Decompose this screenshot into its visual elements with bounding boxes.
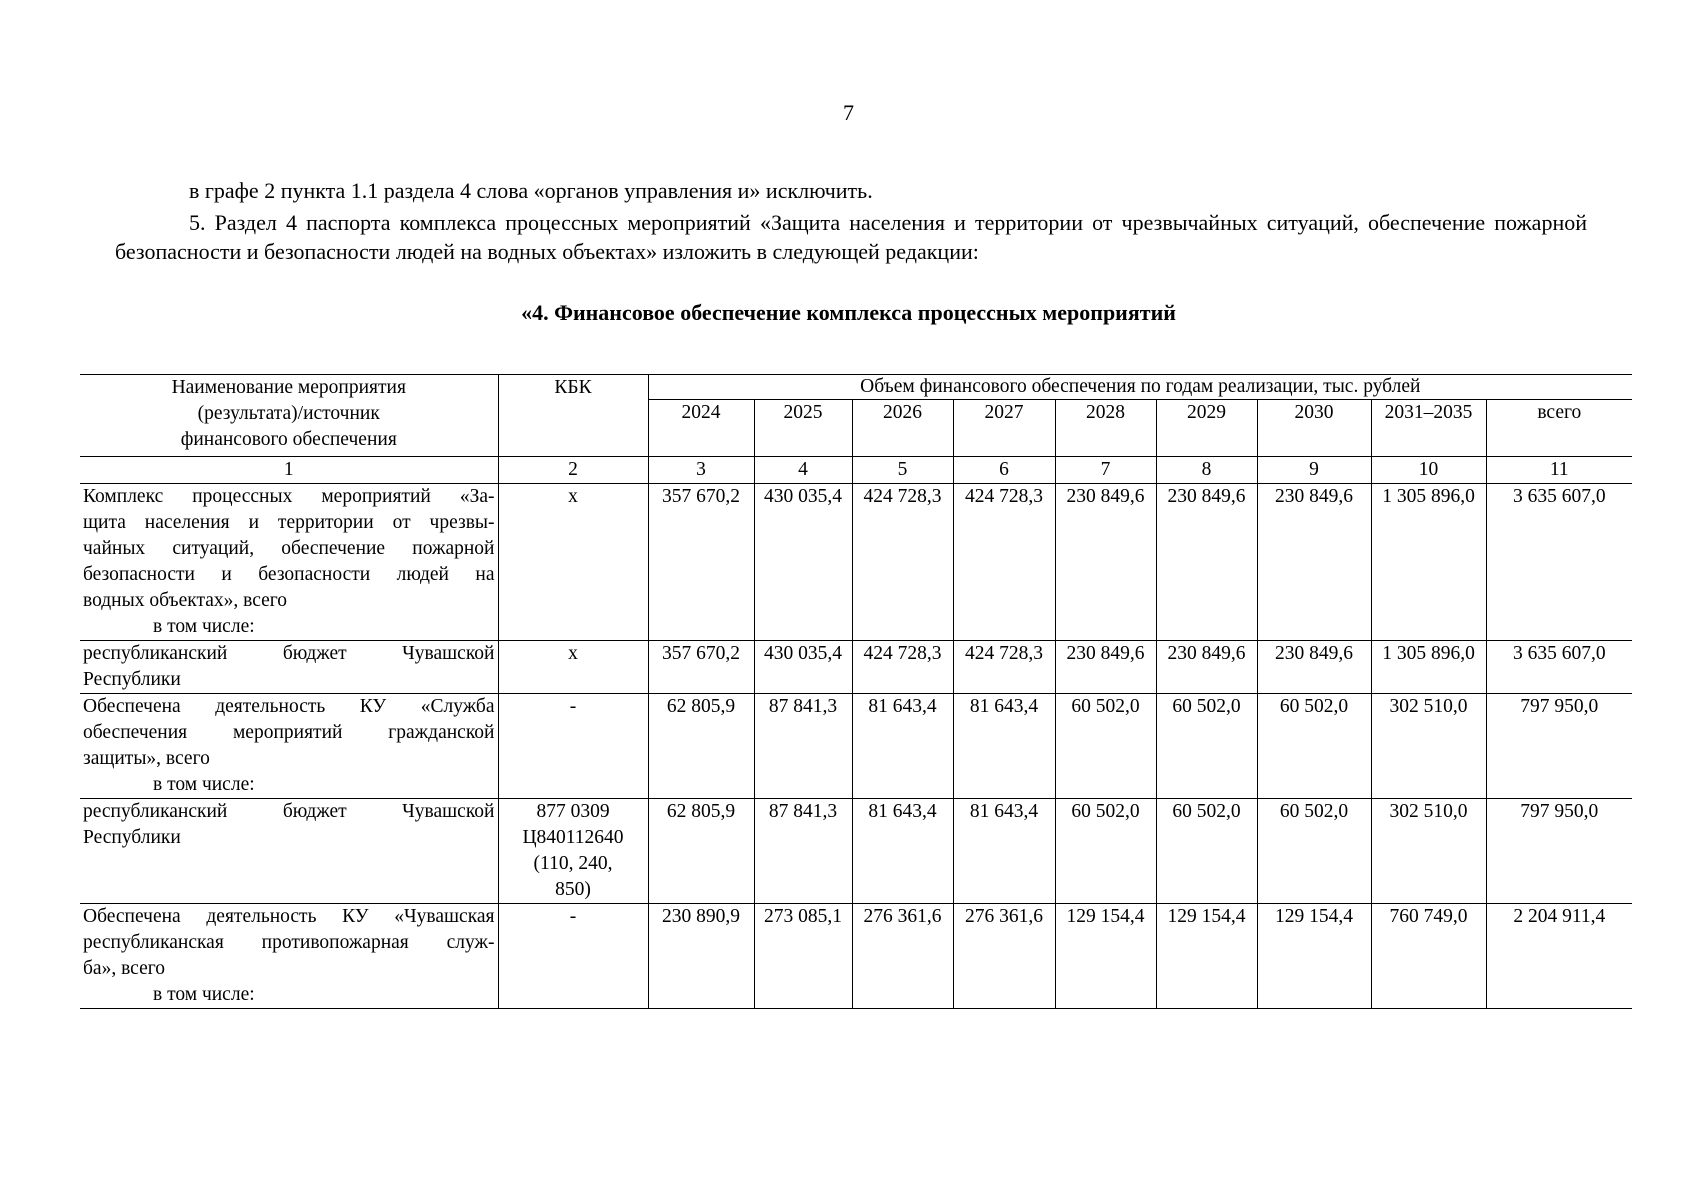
column-number: 11 — [1486, 457, 1632, 484]
row-value-cell: 357 670,2 — [648, 641, 754, 694]
row-value-cell: 60 502,0 — [1055, 694, 1156, 799]
column-number: 2 — [498, 457, 648, 484]
row-kbk-line: 850) — [555, 879, 591, 900]
table-row — [80, 694, 1632, 799]
column-number: 8 — [1156, 457, 1257, 484]
row-value-cell: 357 670,2 — [648, 484, 754, 641]
row-name-line: безопасности и безопасности людей на — [83, 564, 495, 585]
row-value-cell: 230 849,6 — [1257, 641, 1371, 694]
row-name-cell — [80, 484, 498, 641]
row-kbk-cell — [498, 484, 648, 641]
column-number: 10 — [1371, 457, 1486, 484]
table-column-numbers-row — [80, 457, 1632, 484]
row-name-line: Обеспечена деятельность КУ «Служба — [83, 696, 495, 717]
row-value-cell: 302 510,0 — [1371, 694, 1486, 799]
row-value-cell: 3 635 607,0 — [1486, 484, 1632, 641]
row-value-cell: 230 849,6 — [1257, 484, 1371, 641]
header-year-2030: 2030 — [1257, 400, 1371, 457]
row-kbk-line: - — [569, 696, 577, 717]
header-name-col: Наименование мероприятия (результата)/источник финансового обеспечения — [80, 375, 498, 457]
row-value-cell: 424 728,3 — [953, 641, 1055, 694]
column-number: 6 — [953, 457, 1055, 484]
row-value-cell: 230 849,6 — [1156, 484, 1257, 641]
row-value-cell: 1 305 896,0 — [1371, 641, 1486, 694]
financing-table — [80, 374, 1632, 1009]
row-value-cell: 424 728,3 — [852, 484, 953, 641]
row-name-line: чайных ситуаций, обеспечение пожарной — [83, 538, 495, 559]
header-year-2028: 2028 — [1055, 400, 1156, 457]
row-kbk-cell — [498, 694, 648, 799]
row-kbk-line: - — [569, 906, 577, 927]
row-value-cell: 424 728,3 — [852, 641, 953, 694]
row-value-cell: 276 361,6 — [953, 904, 1055, 1009]
row-kbk-line: х — [568, 486, 578, 507]
row-name-subtitle: в том числе: — [153, 984, 255, 1005]
row-value-cell: 129 154,4 — [1156, 904, 1257, 1009]
row-kbk-cell — [498, 904, 648, 1009]
section-title: «4. Финансовое обеспечение комплекса процессных мероприятий — [521, 300, 1176, 325]
row-value-cell: 430 035,4 — [754, 641, 852, 694]
row-value-cell: 3 635 607,0 — [1486, 641, 1632, 694]
row-value-cell: 60 502,0 — [1156, 799, 1257, 904]
column-number: 4 — [754, 457, 852, 484]
row-name-line: обеспечения мероприятий гражданской — [83, 722, 495, 743]
row-value-cell: 62 805,9 — [648, 694, 754, 799]
row-value-cell: 424 728,3 — [953, 484, 1055, 641]
row-value-cell: 81 643,4 — [852, 694, 953, 799]
header-year-2025: 2025 — [754, 400, 852, 457]
row-name-line: Республики — [83, 669, 181, 690]
row-value-cell: 797 950,0 — [1486, 799, 1632, 904]
row-name-cell — [80, 694, 498, 799]
row-name-line: водных объектах», всего — [83, 590, 288, 611]
paragraph-amendment-1: в графе 2 пункта 1.1 раздела 4 слова «органов управления и» исключить. — [189, 178, 873, 203]
row-value-cell: 87 841,3 — [754, 799, 852, 904]
row-name-line: щита населения и территории от чрезвы- — [83, 512, 495, 533]
header-total: всего — [1486, 400, 1632, 457]
row-name-cell — [80, 904, 498, 1009]
header-year-2026: 2026 — [852, 400, 953, 457]
row-value-cell: 129 154,4 — [1257, 904, 1371, 1009]
column-number: 1 — [80, 457, 498, 484]
row-value-cell: 797 950,0 — [1486, 694, 1632, 799]
paragraph-amendment-2: 5. Раздел 4 паспорта комплекса процессных мероприятий «Защита населения и территории от чрезвычайных ситуаций, обеспечение пожарной безопасности и безопасности людей на водных объектах» изложить в следующей редакции: — [115, 210, 1587, 264]
row-name-line: республиканский бюджет Чувашской — [83, 801, 495, 822]
header-kbk-col: КБК — [498, 375, 648, 457]
header-year-2027: 2027 — [953, 400, 1055, 457]
row-value-cell: 273 085,1 — [754, 904, 852, 1009]
row-name-line: республиканская противопожарная служ- — [83, 932, 495, 953]
row-value-cell: 60 502,0 — [1055, 799, 1156, 904]
row-name-line: Республики — [83, 827, 181, 848]
row-value-cell: 60 502,0 — [1257, 799, 1371, 904]
row-value-cell: 276 361,6 — [852, 904, 953, 1009]
row-value-cell: 1 305 896,0 — [1371, 484, 1486, 641]
table-row — [80, 904, 1632, 1009]
row-value-cell: 230 890,9 — [648, 904, 754, 1009]
row-kbk-line: Ц840112640 — [522, 827, 624, 848]
row-name-cell — [80, 641, 498, 694]
row-kbk-line: х — [568, 643, 578, 664]
column-number: 3 — [648, 457, 754, 484]
row-name-subtitle: в том числе: — [153, 774, 255, 795]
row-value-cell: 2 204 911,4 — [1486, 904, 1632, 1009]
table-header-row — [80, 375, 1632, 400]
header-year-2031-2035: 2031–2035 — [1371, 400, 1486, 457]
table-row — [80, 799, 1632, 904]
column-number: 7 — [1055, 457, 1156, 484]
row-name-line: защиты», всего — [83, 748, 210, 769]
row-kbk-line: 877 0309 — [536, 801, 610, 822]
table-row — [80, 484, 1632, 641]
column-number: 5 — [852, 457, 953, 484]
row-value-cell: 230 849,6 — [1055, 484, 1156, 641]
column-number: 9 — [1257, 457, 1371, 484]
row-value-cell: 81 643,4 — [852, 799, 953, 904]
row-kbk-cell — [498, 799, 648, 904]
row-name-line: Обеспечена деятельность КУ «Чувашская — [83, 906, 495, 927]
row-value-cell: 81 643,4 — [953, 799, 1055, 904]
row-name-line: Комплекс процессных мероприятий «За- — [83, 486, 495, 507]
row-value-cell: 230 849,6 — [1156, 641, 1257, 694]
row-value-cell: 430 035,4 — [754, 484, 852, 641]
row-value-cell: 87 841,3 — [754, 694, 852, 799]
row-value-cell: 302 510,0 — [1371, 799, 1486, 904]
row-value-cell: 62 805,9 — [648, 799, 754, 904]
row-kbk-line: (110, 240, — [533, 853, 613, 874]
row-name-line: республиканский бюджет Чувашской — [83, 643, 495, 664]
row-value-cell: 81 643,4 — [953, 694, 1055, 799]
row-value-cell: 760 749,0 — [1371, 904, 1486, 1009]
page-number: 7 — [843, 100, 854, 125]
row-value-cell: 129 154,4 — [1055, 904, 1156, 1009]
row-value-cell: 60 502,0 — [1156, 694, 1257, 799]
row-name-cell — [80, 799, 498, 904]
row-name-subtitle: в том числе: — [153, 616, 255, 637]
row-value-cell: 230 849,6 — [1055, 641, 1156, 694]
header-year-2024: 2024 — [648, 400, 754, 457]
row-value-cell: 60 502,0 — [1257, 694, 1371, 799]
table-row — [80, 641, 1632, 694]
header-year-2029: 2029 — [1156, 400, 1257, 457]
row-name-line: ба», всего — [83, 958, 165, 979]
header-volume-col: Объем финансового обеспечения по годам реализации, тыс. рублей — [648, 375, 1632, 400]
row-kbk-cell — [498, 641, 648, 694]
